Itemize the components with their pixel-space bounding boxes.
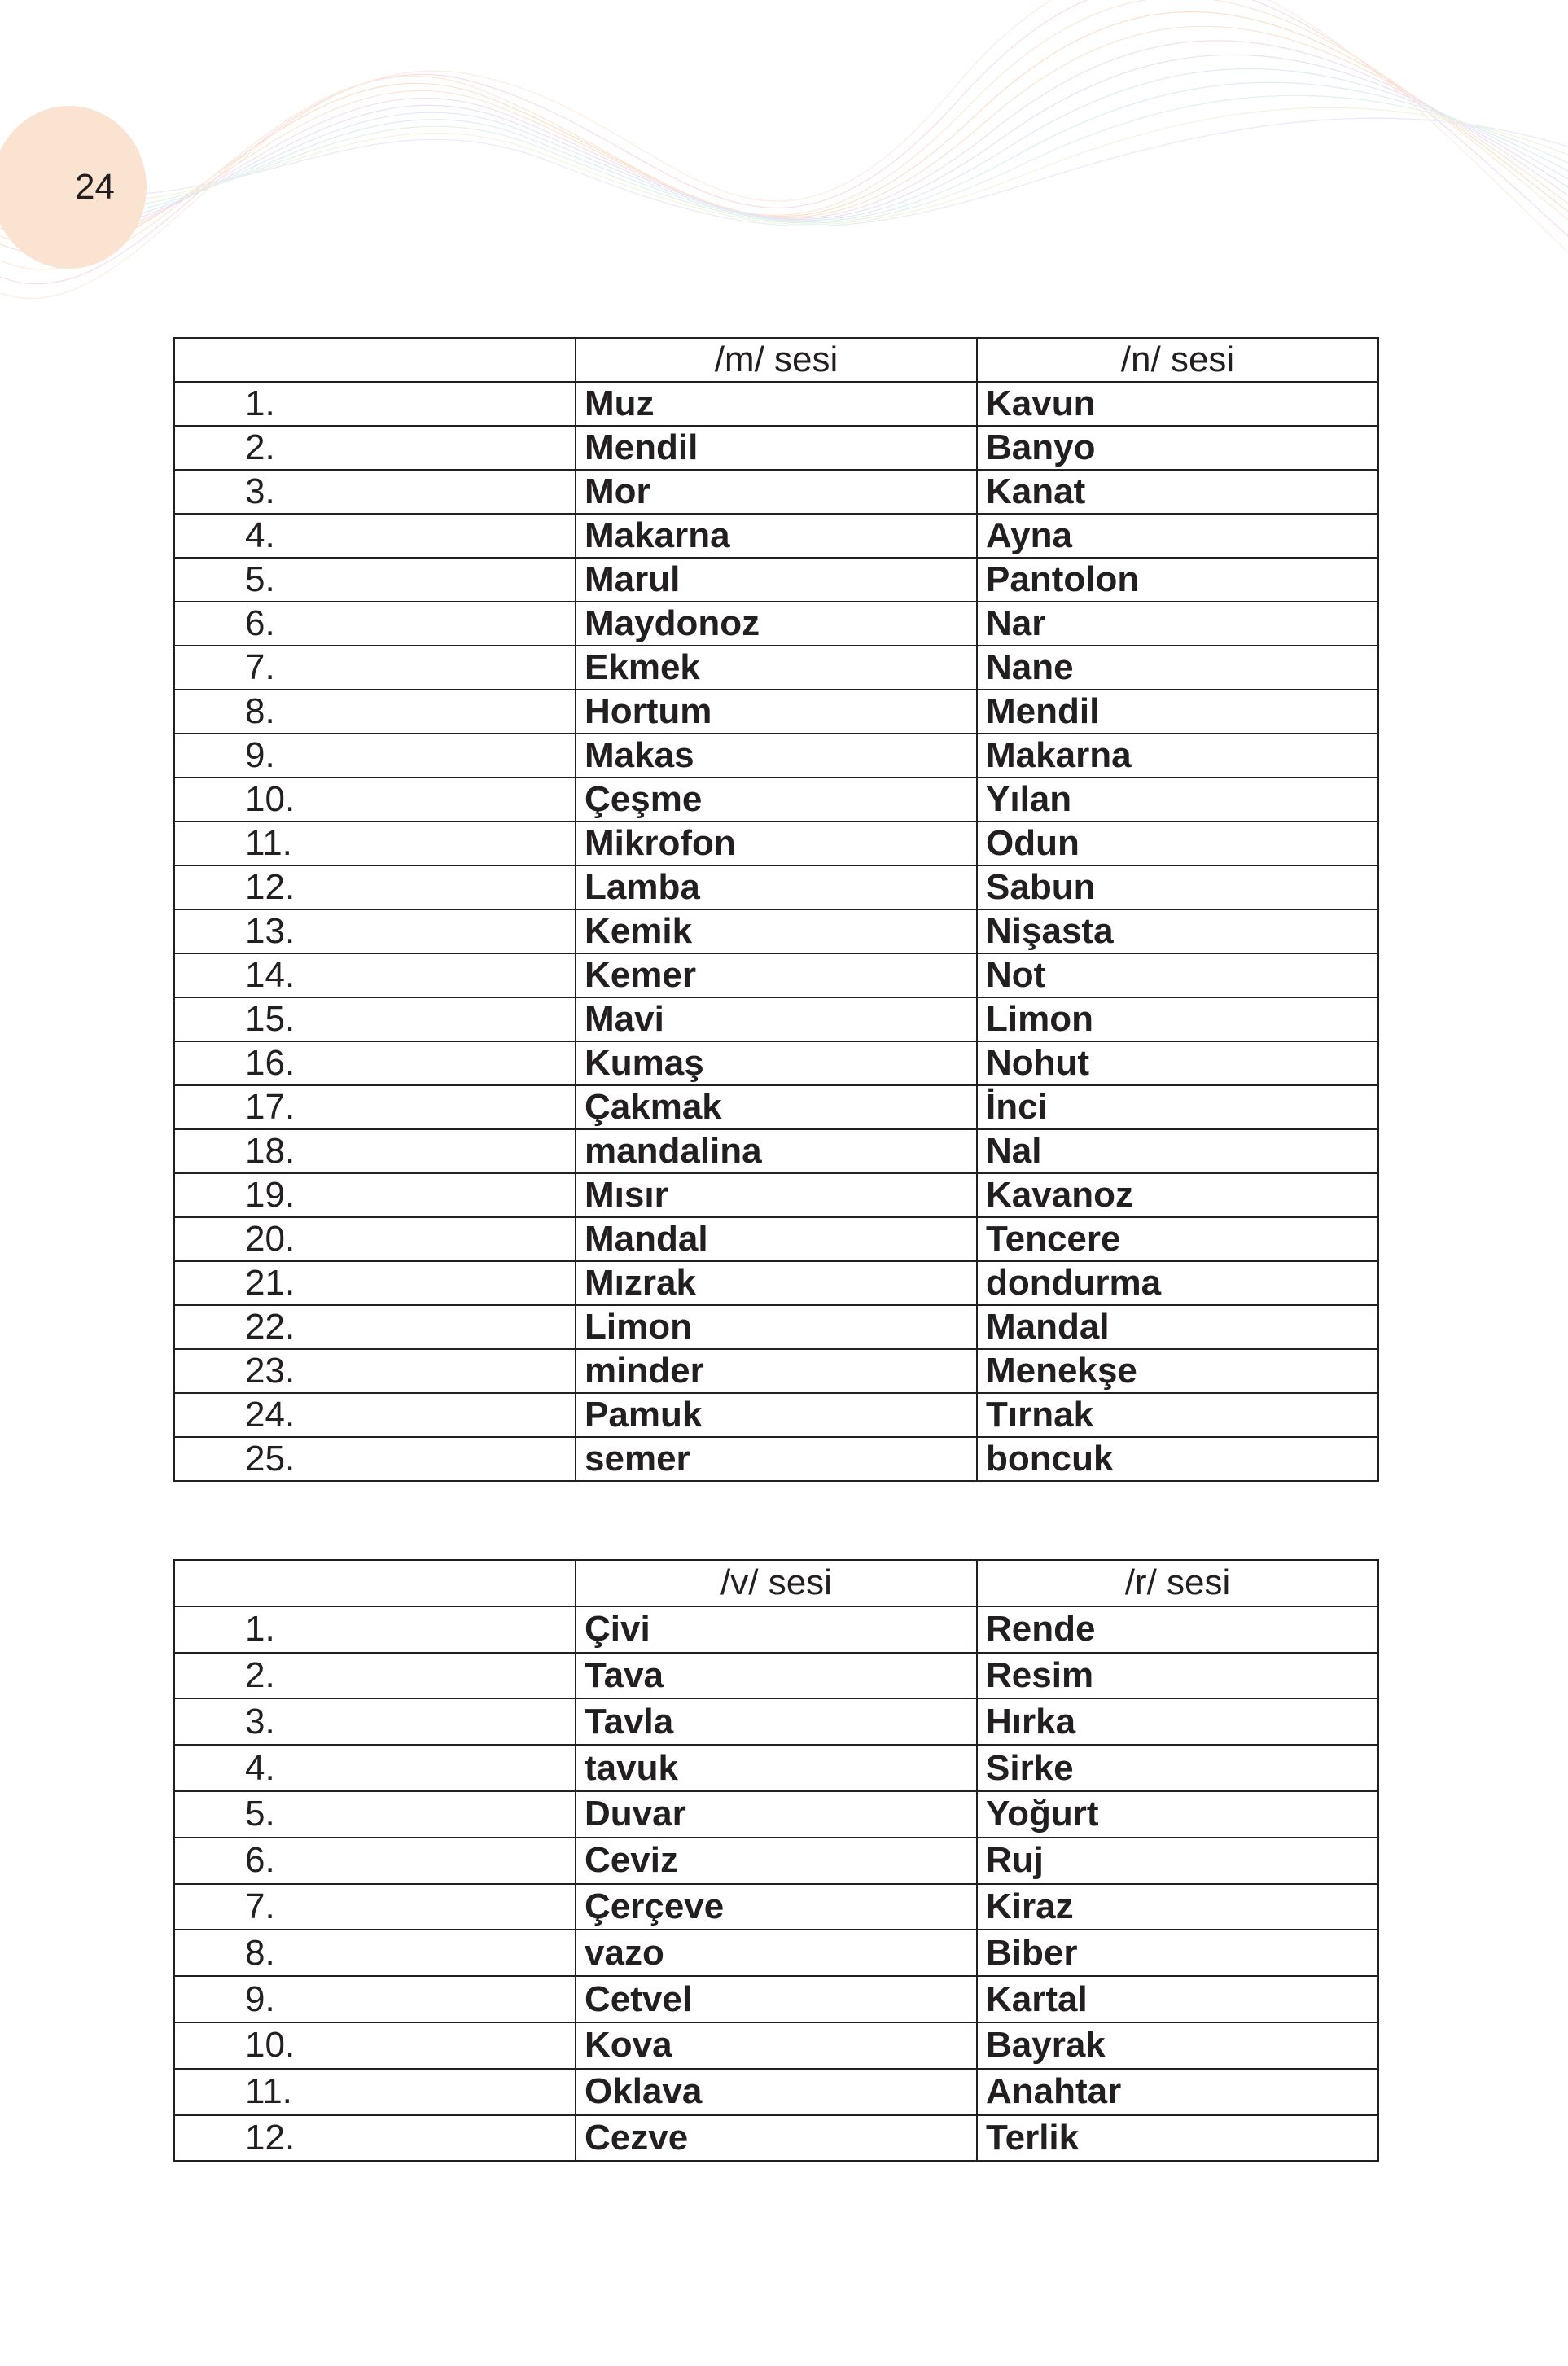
row-number: 12. xyxy=(174,2115,576,2162)
table-row xyxy=(174,865,1378,909)
table-row xyxy=(174,470,1378,514)
table-row xyxy=(174,382,1378,426)
table-row xyxy=(174,602,1378,646)
word-right: Nane xyxy=(977,646,1378,690)
word-right: Kavanoz xyxy=(977,1173,1378,1217)
row-number: 17. xyxy=(174,1085,576,1129)
row-number: 1. xyxy=(174,1606,576,1653)
header-sound-v: /v/ sesi xyxy=(576,1560,977,1606)
table-row xyxy=(174,2022,1378,2069)
table-row xyxy=(174,690,1378,734)
header-sound-r: /r/ sesi xyxy=(977,1560,1378,1606)
word-right: Kavun xyxy=(977,382,1378,426)
row-number: 6. xyxy=(174,1838,576,1884)
word-right: dondurma xyxy=(977,1261,1378,1305)
row-number: 5. xyxy=(174,558,576,602)
table-body xyxy=(174,1606,1378,2162)
table-row xyxy=(174,1129,1378,1173)
table-row xyxy=(174,1041,1378,1085)
word-right: Tırnak xyxy=(977,1393,1378,1437)
word-right: Banyo xyxy=(977,426,1378,470)
row-number: 8. xyxy=(174,1930,576,1976)
word-right: Tencere xyxy=(977,1217,1378,1261)
word-left: Cezve xyxy=(576,2115,977,2162)
word-left: Mor xyxy=(576,470,977,514)
word-left: vazo xyxy=(576,1930,977,1976)
table-row xyxy=(174,1305,1378,1349)
header-sound-n: /n/ sesi xyxy=(977,338,1378,382)
word-right: Pantolon xyxy=(977,558,1378,602)
row-number: 10. xyxy=(174,2022,576,2069)
word-left: Kemer xyxy=(576,953,977,997)
table-header-row xyxy=(174,338,1378,382)
row-number: 9. xyxy=(174,1976,576,2022)
table-row xyxy=(174,558,1378,602)
row-number: 18. xyxy=(174,1129,576,1173)
word-left: Duvar xyxy=(576,1791,977,1838)
row-number: 10. xyxy=(174,778,576,822)
row-number: 16. xyxy=(174,1041,576,1085)
word-right: Nişasta xyxy=(977,909,1378,953)
word-right: Sirke xyxy=(977,1745,1378,1791)
table-row xyxy=(174,1930,1378,1976)
table-row xyxy=(174,909,1378,953)
word-left: Mısır xyxy=(576,1173,977,1217)
word-left: Cetvel xyxy=(576,1976,977,2022)
row-number: 24. xyxy=(174,1393,576,1437)
row-number: 20. xyxy=(174,1217,576,1261)
table-row xyxy=(174,1085,1378,1129)
row-number: 4. xyxy=(174,1745,576,1791)
table-row xyxy=(174,426,1378,470)
word-right: Kartal xyxy=(977,1976,1378,2022)
word-left: Ceviz xyxy=(576,1838,977,1884)
table-header-row xyxy=(174,1560,1378,1606)
word-right: Resim xyxy=(977,1653,1378,1699)
word-left: Çakmak xyxy=(576,1085,977,1129)
header-sound-m: /m/ sesi xyxy=(576,338,977,382)
word-left: Tava xyxy=(576,1653,977,1699)
table-row xyxy=(174,2069,1378,2115)
word-left: mandalina xyxy=(576,1129,977,1173)
word-left: Çerçeve xyxy=(576,1884,977,1930)
word-left: Mikrofon xyxy=(576,822,977,865)
row-number: 6. xyxy=(174,602,576,646)
word-right: Kanat xyxy=(977,470,1378,514)
table-row xyxy=(174,1606,1378,1653)
word-left: Mızrak xyxy=(576,1261,977,1305)
row-number: 7. xyxy=(174,646,576,690)
word-left: Çeşme xyxy=(576,778,977,822)
word-left: Kumaş xyxy=(576,1041,977,1085)
row-number: 25. xyxy=(174,1437,576,1481)
word-right: Nar xyxy=(977,602,1378,646)
word-left: minder xyxy=(576,1349,977,1393)
word-right: Mendil xyxy=(977,690,1378,734)
word-right: Hırka xyxy=(977,1698,1378,1745)
table-body xyxy=(174,382,1378,1481)
word-right: Ayna xyxy=(977,514,1378,558)
word-left: Maydonoz xyxy=(576,602,977,646)
table-row xyxy=(174,514,1378,558)
word-table-m-n xyxy=(173,337,1379,1482)
word-right: Limon xyxy=(977,997,1378,1041)
word-right: Anahtar xyxy=(977,2069,1378,2115)
word-right: Sabun xyxy=(977,865,1378,909)
table-row xyxy=(174,1393,1378,1437)
word-right: Menekşe xyxy=(977,1349,1378,1393)
word-right: Kiraz xyxy=(977,1884,1378,1930)
word-right: İnci xyxy=(977,1085,1378,1129)
word-right: Biber xyxy=(977,1930,1378,1976)
table-row xyxy=(174,1173,1378,1217)
word-left: Oklava xyxy=(576,2069,977,2115)
table-row xyxy=(174,1791,1378,1838)
word-right: Nal xyxy=(977,1129,1378,1173)
word-left: Makarna xyxy=(576,514,977,558)
table-row xyxy=(174,778,1378,822)
table-row xyxy=(174,1261,1378,1305)
table-row xyxy=(174,1653,1378,1699)
word-left: Mavi xyxy=(576,997,977,1041)
row-number: 11. xyxy=(174,822,576,865)
word-left: Mandal xyxy=(576,1217,977,1261)
decorative-wave-header xyxy=(0,0,1568,342)
row-number: 4. xyxy=(174,514,576,558)
table-row xyxy=(174,1698,1378,1745)
row-number: 1. xyxy=(174,382,576,426)
word-right: Not xyxy=(977,953,1378,997)
table-row xyxy=(174,734,1378,778)
word-left: semer xyxy=(576,1437,977,1481)
row-number: 19. xyxy=(174,1173,576,1217)
word-left: Muz xyxy=(576,382,977,426)
word-right: Yılan xyxy=(977,778,1378,822)
word-table-v-r xyxy=(173,1559,1379,2162)
row-number: 3. xyxy=(174,470,576,514)
table-row xyxy=(174,1976,1378,2022)
word-right: Mandal xyxy=(977,1305,1378,1349)
table-row xyxy=(174,1217,1378,1261)
word-left: Limon xyxy=(576,1305,977,1349)
row-number: 21. xyxy=(174,1261,576,1305)
table-row xyxy=(174,1745,1378,1791)
word-right: Ruj xyxy=(977,1838,1378,1884)
row-number: 7. xyxy=(174,1884,576,1930)
word-right: Terlik xyxy=(977,2115,1378,2162)
word-left: Makas xyxy=(576,734,977,778)
row-number: 3. xyxy=(174,1698,576,1745)
word-left: Marul xyxy=(576,558,977,602)
row-number: 9. xyxy=(174,734,576,778)
table-row xyxy=(174,2115,1378,2162)
row-number: 11. xyxy=(174,2069,576,2115)
table-row xyxy=(174,997,1378,1041)
table-row xyxy=(174,1349,1378,1393)
word-right: Yoğurt xyxy=(977,1791,1378,1838)
row-number: 22. xyxy=(174,1305,576,1349)
table-row xyxy=(174,822,1378,865)
word-right: Odun xyxy=(977,822,1378,865)
row-number: 5. xyxy=(174,1791,576,1838)
table-row xyxy=(174,1437,1378,1481)
row-number: 23. xyxy=(174,1349,576,1393)
table-row xyxy=(174,646,1378,690)
word-left: Kemik xyxy=(576,909,977,953)
header-number xyxy=(174,1560,576,1606)
word-left: Tavla xyxy=(576,1698,977,1745)
word-right: Makarna xyxy=(977,734,1378,778)
row-number: 15. xyxy=(174,997,576,1041)
table-row xyxy=(174,953,1378,997)
word-left: Pamuk xyxy=(576,1393,977,1437)
header-number xyxy=(174,338,576,382)
word-left: Hortum xyxy=(576,690,977,734)
page-number: 24 xyxy=(75,167,115,207)
word-right: Rende xyxy=(977,1606,1378,1653)
word-right: Bayrak xyxy=(977,2022,1378,2069)
word-left: Kova xyxy=(576,2022,977,2069)
row-number: 2. xyxy=(174,426,576,470)
table-row xyxy=(174,1884,1378,1930)
row-number: 2. xyxy=(174,1653,576,1699)
row-number: 13. xyxy=(174,909,576,953)
word-left: Lamba xyxy=(576,865,977,909)
row-number: 14. xyxy=(174,953,576,997)
word-left: Çivi xyxy=(576,1606,977,1653)
word-left: tavuk xyxy=(576,1745,977,1791)
word-right: boncuk xyxy=(977,1437,1378,1481)
table-row xyxy=(174,1838,1378,1884)
word-left: Mendil xyxy=(576,426,977,470)
row-number: 12. xyxy=(174,865,576,909)
word-left: Ekmek xyxy=(576,646,977,690)
row-number: 8. xyxy=(174,690,576,734)
word-right: Nohut xyxy=(977,1041,1378,1085)
